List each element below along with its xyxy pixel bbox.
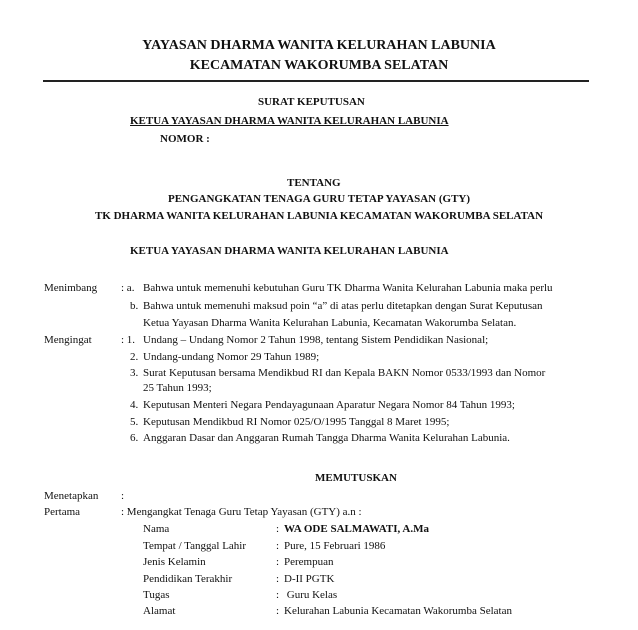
person-duty-colon: : bbox=[276, 589, 280, 601]
mengingat-item-2-number: 2. bbox=[130, 351, 139, 363]
header-line-1: YAYASAN DHARMA WANITA KELURAHAN LABUNIA bbox=[142, 38, 496, 53]
person-gender-value: Perempuan bbox=[284, 556, 334, 568]
person-birth-value: Pure, 15 Februari 1986 bbox=[284, 540, 386, 552]
decree-number: NOMOR : bbox=[160, 133, 210, 145]
mengingat-item-5-number: 5. bbox=[130, 416, 139, 428]
menimbang-colon-a: : a. bbox=[121, 282, 135, 294]
menetapkan-label: Menetapkan bbox=[44, 490, 99, 502]
pertama-text: : Mengangkat Tenaga Guru Tetap Yayasan (GTY) a.n : bbox=[121, 506, 362, 518]
mengingat-item-3: Surat Keputusan bersama Mendikbud RI dan Kepala BAKN Nomor 0533/1993 dan Nomor bbox=[143, 367, 546, 379]
person-address-value: Kelurahan Labunia Kecamatan Wakorumba Selatan bbox=[284, 605, 512, 617]
person-birth-colon: : bbox=[276, 540, 280, 552]
mengingat-colon: : 1. bbox=[121, 334, 136, 346]
person-name-colon: : bbox=[276, 523, 280, 535]
header-line-2: KECAMATAN WAKORUMBA SELATAN bbox=[189, 58, 449, 73]
menimbang-a-text: Bahwa untuk memenuhi kebutuhan Guru TK Dharma Wanita Kelurahan Labunia maka perlu bbox=[143, 282, 553, 294]
menimbang-b-text: Bahwa untuk memenuhi maksud poin “a” di atas perlu ditetapkan dengan Surat Keputusan bbox=[143, 300, 543, 312]
menetapkan-colon: : bbox=[121, 490, 125, 502]
subject-line-2: TK DHARMA WANITA KELURAHAN LABUNIA KECAMATAN WAKORUMBA SELATAN bbox=[94, 210, 544, 222]
person-birth-label: Tempat / Tanggal Lahir bbox=[143, 540, 247, 552]
mengingat-item-4: Keputusan Menteri Negara Pendayagunaan Aparatur Negara Nomor 84 Tahun 1993; bbox=[143, 399, 515, 411]
mengingat-item-3-continued: 25 Tahun 1993; bbox=[143, 382, 212, 394]
menimbang-b-number: b. bbox=[130, 300, 139, 312]
mengingat-item-2: Undang-undang Nomor 29 Tahun 1989; bbox=[143, 351, 320, 363]
issuer-heading: KETUA YAYASAN DHARMA WANITA KELURAHAN LABUNIA bbox=[130, 245, 449, 257]
person-gender-colon: : bbox=[276, 556, 280, 568]
mengingat-item-5: Keputusan Mendikbud RI Nomor 025/O/1995 Tanggal 8 Maret 1995; bbox=[143, 416, 450, 428]
mengingat-label: Mengingat bbox=[44, 334, 92, 346]
person-education-value: D-II PGTK bbox=[284, 573, 335, 585]
mengingat-item-6: Anggaran Dasar dan Anggaran Rumah Tangga Dharma Wanita Kelurahan Labunia. bbox=[143, 432, 510, 444]
menimbang-b-continued: Ketua Yayasan Dharma Wanita Kelurahan Labunia, Kecamatan Wakorumba Selatan. bbox=[143, 317, 517, 329]
mengingat-item-1: Undang – Undang Nomor 2 Tahun 1998, tentang Sistem Pendidikan Nasional; bbox=[143, 334, 489, 346]
person-gender-label: Jenis Kelamin bbox=[143, 556, 206, 568]
memutuskan-heading: MEMUTUSKAN bbox=[315, 472, 397, 484]
person-education-label: Pendidikan Terakhir bbox=[143, 573, 233, 585]
mengingat-item-6-number: 6. bbox=[130, 432, 139, 444]
mengingat-item-3-number: 3. bbox=[130, 367, 139, 379]
person-duty-value: Guru Kelas bbox=[284, 589, 338, 601]
person-duty-label: Tugas bbox=[143, 589, 170, 601]
person-address-label: Alamat bbox=[143, 605, 176, 617]
mengingat-item-4-number: 4. bbox=[130, 399, 139, 411]
person-name-label: Nama bbox=[143, 523, 170, 535]
header-rule bbox=[43, 80, 589, 82]
subject-line-1: PENGANGKATAN TENAGA GURU TETAP YAYASAN (GTY) bbox=[167, 193, 471, 205]
subject-tentang: TENTANG bbox=[287, 177, 341, 189]
menimbang-label: Menimbang bbox=[44, 282, 98, 294]
person-education-colon: : bbox=[276, 573, 280, 585]
person-address-colon: : bbox=[276, 605, 280, 617]
pertama-label: Pertama bbox=[44, 506, 81, 518]
person-name-value: WA ODE SALMAWATI, A.Ma bbox=[284, 523, 429, 535]
decree-issuer: KETUA YAYASAN DHARMA WANITA KELURAHAN LABUNIA bbox=[130, 115, 449, 127]
decree-title: SURAT KEPUTUSAN bbox=[258, 96, 365, 108]
